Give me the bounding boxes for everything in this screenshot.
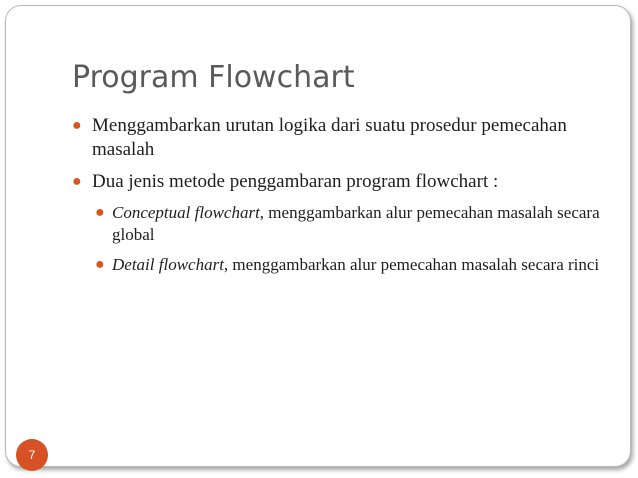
sub-bullet-text: , menggambarkan alur pemecahan masalah secara rinci	[223, 255, 600, 274]
slide	[5, 5, 631, 467]
sub-bullet-item	[72, 254, 612, 276]
sub-bullet-item	[72, 202, 612, 246]
bullet-icon: ●	[95, 256, 105, 273]
bullet-item	[72, 114, 612, 162]
bullet-icon: ●	[72, 173, 82, 190]
slide-content	[72, 114, 612, 284]
bullet-item	[72, 170, 612, 194]
page-number-badge: 7	[16, 439, 48, 471]
slide-title: Program Flowchart	[72, 60, 355, 95]
bullet-icon: ●	[95, 204, 105, 221]
bullet-text: Dua jenis metode penggambaran program flowchart :	[92, 171, 499, 192]
sub-bullet-text: , menggambarkan alur pemecahan masalah secara global	[112, 203, 600, 244]
sub-bullet-term: Conceptual flowchart	[112, 203, 260, 222]
bullet-icon: ●	[72, 117, 82, 134]
sub-bullet-term: Detail flowchart	[112, 255, 224, 274]
bullet-text: Menggambarkan urutan logika dari suatu prosedur pemecahan masalah	[92, 115, 567, 160]
